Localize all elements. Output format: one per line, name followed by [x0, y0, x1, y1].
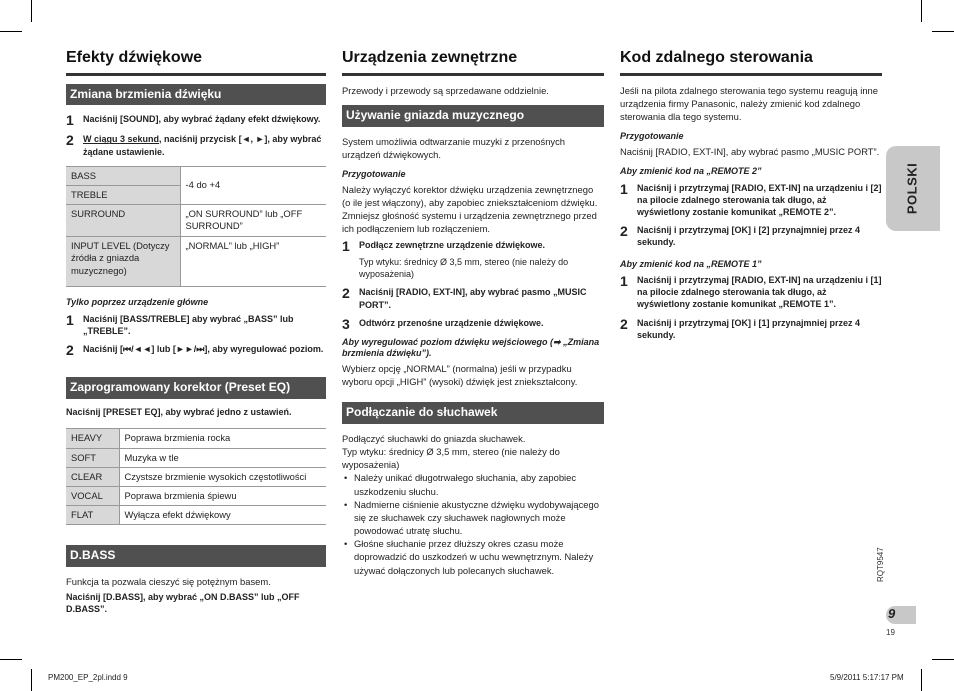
paragraph: Należy wyłączyć korektor dźwięku urządzenia zewnętrznego (o ile jest włączony), aby zapobiec zniekształceniom dźwięku. Zmniejsz głośność systemu i urządzenia zewnętrznego przed ich podłączeniem lub rozłączeniem.: [342, 183, 598, 235]
subsection-bar: Podłączanie do słuchawek: [342, 402, 604, 424]
step: [342, 239, 604, 253]
step: [620, 224, 882, 248]
eq-value: Czystsze brzmienie wysokich częstotliwości: [119, 467, 326, 486]
step-text: Podłącz zewnętrzne urządzenie dźwiękowe.: [359, 240, 546, 251]
page-number: 9: [886, 606, 916, 624]
subsection-bar: Zaprogramowany korektor (Preset EQ): [66, 377, 326, 399]
crop-mark: [0, 659, 22, 660]
step-text: Naciśnij [RADIO, EXT-IN], aby wybrać pasmo „MUSIC PORT”.: [359, 287, 587, 310]
note-label: Aby zmienić kod na „REMOTE 2”: [620, 166, 762, 177]
step-number: 2: [620, 223, 628, 240]
table-row: [66, 166, 326, 185]
eq-key: VOCAL: [66, 487, 119, 506]
subsection-bar: Używanie gniazda muzycznego: [342, 105, 604, 127]
paragraph: Jeśli na pilota zdalnego sterowania tego systemu reagują inne urządzenia firmy Panasonic, należy zmienić kod zdalnego sterowania dla tego systemu.: [620, 84, 878, 123]
table-row: [66, 237, 326, 287]
note-label: Tylko poprzez urządzenie główne: [66, 297, 209, 308]
table-key: INPUT LEVEL (Dotyczy źródła z gniazda muzycznego): [66, 237, 180, 287]
step-number: 1: [342, 238, 350, 255]
table-row: [66, 506, 326, 525]
step-number: 2: [620, 315, 628, 332]
eq-table: [66, 428, 326, 525]
footer-right: 5/9/2011 5:17:17 PM: [830, 673, 904, 682]
table-row: [66, 448, 326, 467]
paragraph: System umożliwia odtwarzanie muzyki z przenośnych urządzeń dźwiękowych.: [342, 135, 565, 160]
paragraph: Funkcja ta pozwala cieszyć się potężnym basem.: [66, 576, 271, 588]
crop-mark: [31, 669, 32, 691]
note-label: Aby wyregulować poziom dźwięku wejściowego (➡ „Zmiana brzmienia dźwięku”).: [342, 336, 600, 359]
table-row: [66, 467, 326, 486]
crop-mark: [932, 659, 954, 660]
section-title: Kod zdalnego sterowania: [620, 48, 882, 76]
table-row: [66, 205, 326, 237]
step-number: 1: [66, 112, 74, 129]
step-text: Naciśnij [SOUND], aby wybrać żądany efekt dźwiękowy.: [83, 114, 321, 125]
crop-mark: [921, 0, 922, 22]
table-value: „ON SURROUND” lub „OFF SURROUND”: [180, 205, 326, 237]
list-item: • Należy unikać długotrwałego słuchania, aby zapobiec uszkodzeniu słuchu.: [342, 471, 604, 497]
step-text: Naciśnij i przytrzymaj [OK] i [2] przynajmniej przez 4 sekundy.: [637, 225, 861, 248]
step-text: Odtwórz przenośne urządzenie dźwiękowe.: [359, 317, 544, 328]
table-row: [66, 429, 326, 448]
page-number-small: 19: [886, 628, 895, 637]
paragraph: Wybierz opcję „NORMAL” (normalna) jeśli w przypadku wyboru opcji „HIGH” (wysoki) dźwięk jest zniekształcony.: [342, 363, 578, 388]
step: [66, 343, 326, 357]
eq-key: HEAVY: [66, 429, 119, 448]
crop-mark: [31, 0, 32, 22]
instruction: Naciśnij [PRESET EQ], aby wybrać jedno z ustawień.: [66, 406, 292, 417]
table-key: BASS: [66, 166, 180, 185]
subsection-bar: Zmiana brzmienia dźwięku: [66, 84, 326, 106]
step-number: 2: [342, 285, 350, 302]
table-value: „NORMAL” lub „HIGH”: [180, 237, 326, 287]
step-text: Naciśnij i przytrzymaj [RADIO, EXT-IN] na urządzeniu i [2] na pilocie zdalnego sterowania tak długo, aż wyświetlony zostanie komunikat „REMOTE 2”.: [637, 182, 882, 218]
eq-value: Muzyka w tle: [119, 448, 326, 467]
instruction: Naciśnij [D.BASS], aby wybrać „ON D.BASS” lub „OFF D.BASS”.: [66, 592, 300, 614]
step: [342, 317, 604, 331]
warning-list: [342, 471, 604, 576]
list-item: • Nadmierne ciśnienie akustyczne dźwięku wydobywającego się ze słuchawek czy słuchawek nagłownych może powodować utratę słuchu.: [342, 498, 604, 537]
note-label: Aby zmienić kod na „REMOTE 1”: [620, 258, 762, 269]
step-number: 2: [66, 342, 74, 359]
step-number: 3: [342, 315, 350, 332]
eq-value: Wyłącza efekt dźwiękowy: [119, 506, 326, 525]
step: [66, 313, 326, 337]
document-code: RQT9547: [876, 547, 885, 582]
step-text: Naciśnij i przytrzymaj [OK] i [1] przynajmniej przez 4 sekundy.: [637, 317, 861, 340]
eq-value: Poprawa brzmienia rocka: [119, 429, 326, 448]
settings-table: [66, 166, 326, 287]
footer-left: PM200_EP_2pl.indd 9: [48, 673, 128, 682]
step-number: 1: [620, 273, 628, 290]
column-remote-code: [620, 48, 882, 347]
column-external-devices: [342, 48, 604, 577]
paragraph: Podłączyć słuchawki do gniazda słuchawek.: [342, 433, 526, 445]
paragraph: Typ wtyku: średnicy Ø 3,5 mm, stereo (nie należy do wyposażenia): [342, 446, 560, 471]
crop-mark: [932, 31, 954, 32]
paragraph: Przewody i przewody są sprzedawane oddzielnie.: [342, 84, 549, 96]
step-text-underlined: W ciągu 3 sekund: [83, 134, 160, 145]
step-text: Naciśnij i przytrzymaj [RADIO, EXT-IN] na urządzeniu i [1] na pilocie zdalnego sterowania tak długo, aż wyświetlony zostanie komunikat „REMOTE 1”.: [637, 275, 882, 310]
crop-mark: [0, 31, 22, 32]
language-tab: [886, 146, 940, 231]
step: [620, 317, 882, 341]
step: [620, 274, 882, 310]
table-value: -4 do +4: [180, 166, 326, 204]
list-item: • Głośne słuchanie przez dłuższy okres czasu może doprowadzić do uszkodzeń w uchu wewnętrznym. Należy używać dołączonych lub polecanych słuchawek.: [342, 537, 604, 576]
eq-key: CLEAR: [66, 467, 119, 486]
section-title: Efekty dźwiękowe: [66, 48, 326, 76]
step: [66, 133, 326, 157]
step: [620, 182, 882, 218]
column-sound-effects: [66, 48, 326, 616]
step-number: 1: [66, 311, 74, 328]
eq-key: SOFT: [66, 448, 119, 467]
subsection-bar: D.BASS: [66, 545, 326, 567]
language-tab-label: POLSKI: [904, 162, 920, 215]
step-text: [83, 133, 326, 157]
step: [342, 286, 604, 310]
preparation-label: Przygotowanie: [342, 168, 406, 179]
paragraph: Naciśnij [RADIO, EXT-IN], aby wybrać pasmo „MUSIC PORT”.: [620, 145, 880, 157]
table-key: SURROUND: [66, 205, 180, 237]
step-text: Naciśnij [BASS/TREBLE] aby wybrać „BASS” lub „TREBLE”.: [83, 313, 294, 336]
step-text-rest: , naciśnij przycisk [◄, ►], aby wybrać żądane ustawienie.: [83, 134, 322, 157]
step-number: 2: [66, 132, 74, 149]
step-detail: Typ wtyku: średnicy Ø 3,5 mm, stereo (nie należy do wyposażenia): [359, 257, 569, 280]
step: [66, 113, 326, 127]
table-key: TREBLE: [66, 185, 180, 204]
eq-value: Poprawa brzmienia śpiewu: [119, 487, 326, 506]
table-row: [66, 487, 326, 506]
crop-mark: [921, 669, 922, 691]
preparation-label: Przygotowanie: [620, 131, 684, 142]
eq-key: FLAT: [66, 506, 119, 525]
section-title: Urządzenia zewnętrzne: [342, 48, 604, 76]
step-text: Naciśnij [⏮/◄◄] lub [►►/⏭], aby wyregulować poziom.: [83, 344, 324, 355]
step-number: 1: [620, 180, 628, 197]
